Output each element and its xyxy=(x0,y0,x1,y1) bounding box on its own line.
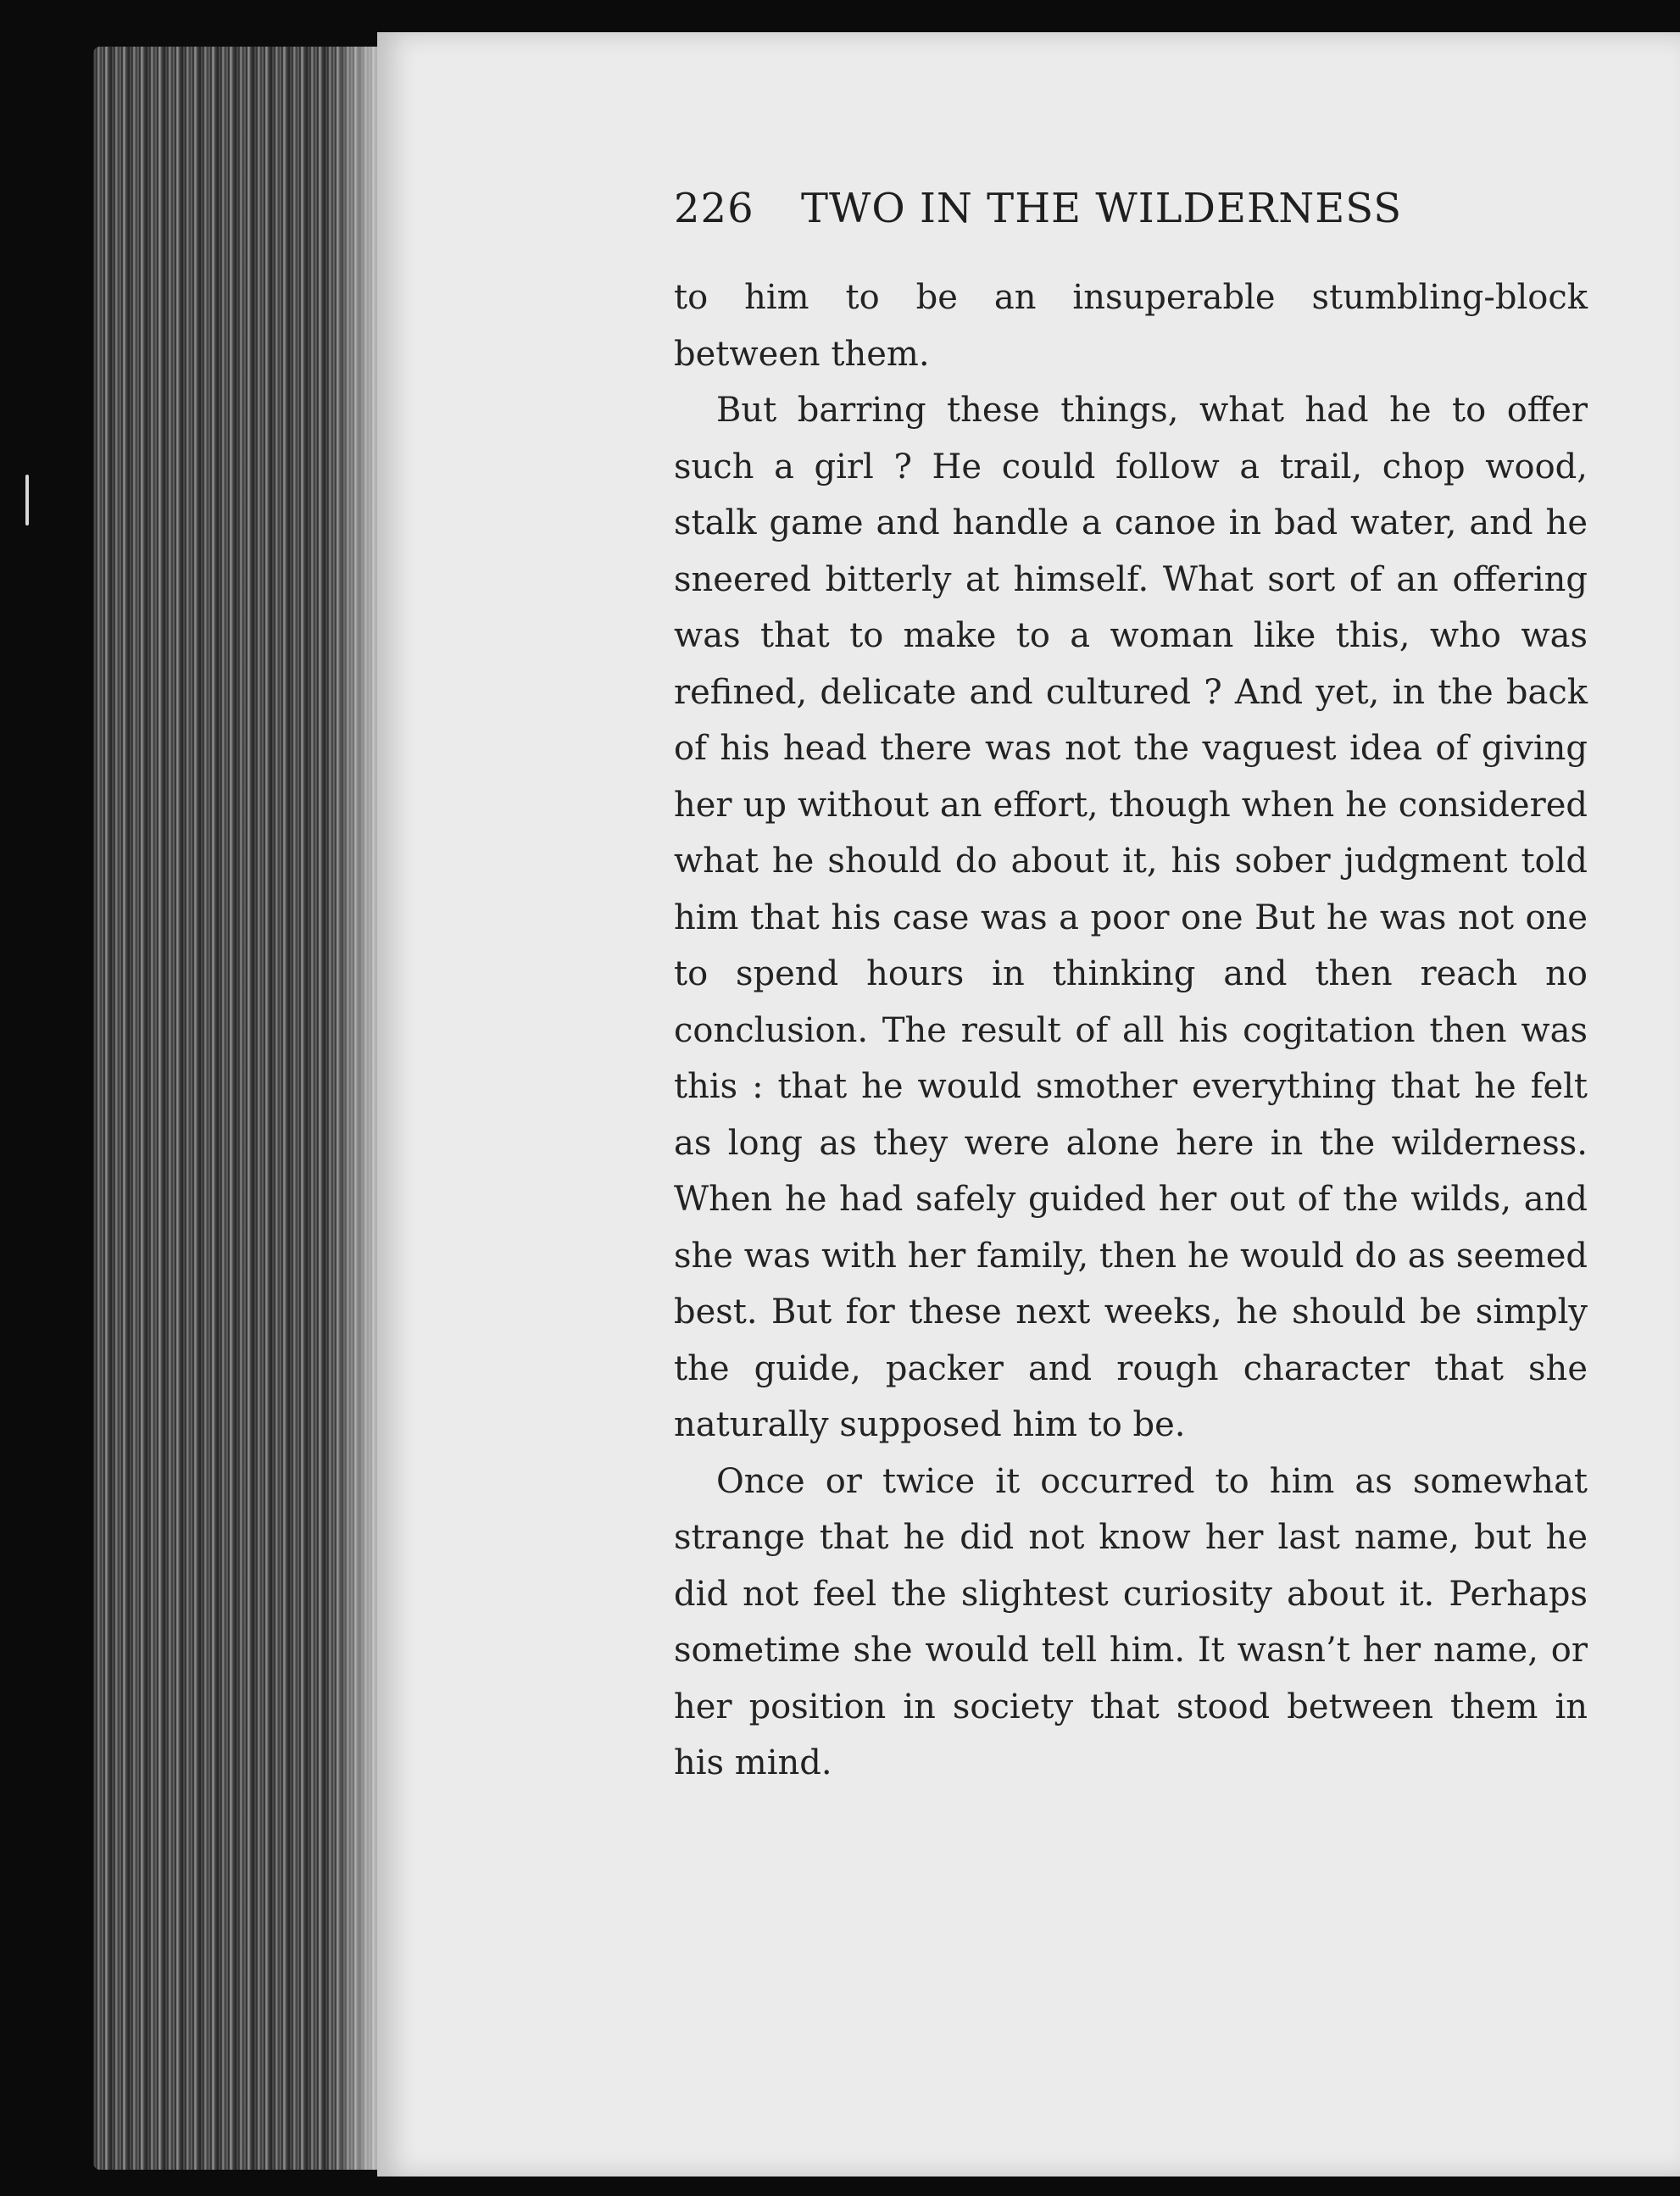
dust-speck xyxy=(25,475,29,525)
page-edges xyxy=(93,47,381,2170)
paragraph: But barring these things, what had he to offer such a girl ? He could follow a trail, chop wood, stalk game and handle a canoe in bad water, and he sneered bitterly at himself. What sort of an offering was that to make to a woman like this, who was refined, delicate and cultured ? And yet, in the back of his head there was not the vaguest idea of giving her up without an effort, though when he considered what he should do about it, his sober judgment told him that his case was a poor one But he was not one to spend hours in thinking and then reach no conclusion. The result of all his cogitation then was this : that he would smother everything that he felt as long as they were alone here in the wilderness. When he had safely guided her out of the wilds, and she was with her family, then he would do as seemed best. But for these next weeks, he should be simply the guide, packer and rough character that she naturally supposed him to be. xyxy=(674,391,1588,1444)
book-page xyxy=(377,32,1680,2177)
page-body xyxy=(674,270,1588,1792)
running-header xyxy=(674,185,1680,232)
running-title: TWO IN THE WILDERNESS xyxy=(801,185,1403,232)
page-number: 226 xyxy=(674,185,754,232)
paragraph: Once or twice it occurred to him as somewhat strange that he did not know her last name, but he did not feel the slightest curiosity about it. Perhaps sometime she would tell him. It wasn’t her name, or her position in society that stood between them in his mind. xyxy=(674,1461,1588,1782)
paragraph-continued: to him to be an insuperable stumbling-block between them. xyxy=(674,278,1588,374)
